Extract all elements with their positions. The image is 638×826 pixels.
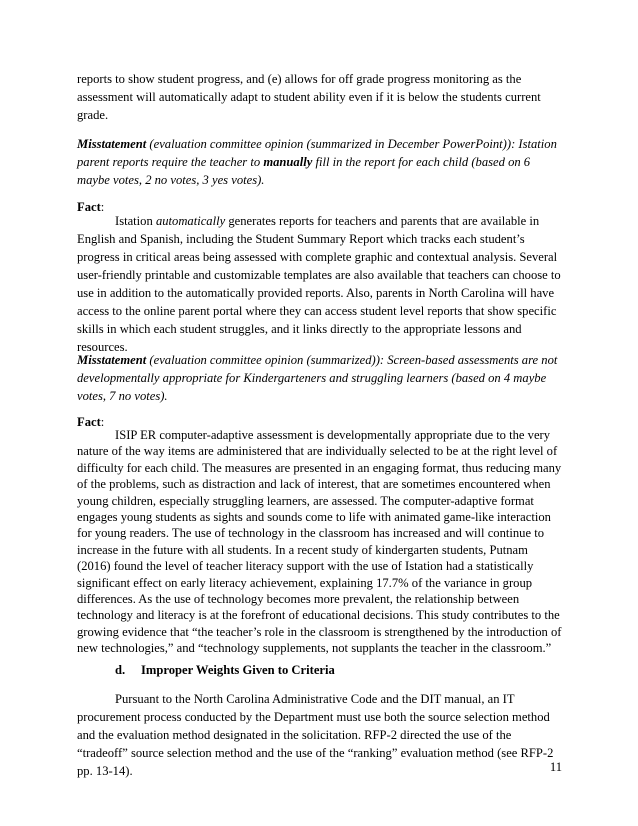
misstatement-2-label: Misstatement [77,353,147,367]
misstatement-2-paragraph [77,351,563,405]
fact-1-paragraph [77,212,563,356]
misstatement-1-label: Misstatement [77,137,147,151]
section-d-heading [115,663,335,678]
page-number: 11 [549,760,562,774]
fact-1-text-b: generates reports for teachers and parents that are available in English and Spanish, including the Student Summary Report which tracks each student’s progress in critical areas being assessed with complete graphic and contextual analysis. Several user-friendly printable and customizable templates are also available that teachers can choose to use in addition to the automatically provided reports. Also, parents in North Carolina will have access to the online parent portal where they can access student level reports that show specific skills in which each student struggles, and it links directly to the appropriate lessons and resources. [77,214,561,354]
misstatement-1-emphasis: manually [263,155,313,169]
fact-1-label: Fact [77,200,101,214]
fact-2-colon: : [100,415,105,429]
misstatement-1-text-a: (evaluation committee opinion (summarized in December PowerPoint)): Istation parent reports require the teacher to [77,137,557,169]
fact-2-label: Fact [77,415,101,429]
intro-paragraph [77,70,563,124]
intro-line: reports to show student progress, and (e) allows for off grade progress monitoring as the [77,72,522,86]
misstatement-1-paragraph [77,135,563,189]
section-d-number: d. [115,663,126,677]
fact-2-paragraph: ISIP ER computer-adaptive assessment is developmentally appropriate due to the very nature of the way items are administered that are individually selected to be at the right level of difficulty for each child. The measures are presented in an engaging format, thus reducing many of the problems, such as distraction and lack of interest, that are sometimes encountered when young children, especially struggling learners, are assessed. The computer-adaptive format engages young students as sights and sounds come to life with animated game-like interaction for young readers. The use of technology in the classroom has increased and will continue to increase in the future with all students. In a recent study of kindergarten students, Putnam (2016) found the level of teacher literacy support with the use of Istation had a statistically significant effect on early literacy achievement, explaining 17.7% of the variance in group differences. As the use of technology becomes more prevalent, the relationship between technology and literacy is at the forefront of educational decisions. This study contributes to the growing evidence that “the teacher’s role in the classroom is strengthened by the introduction of new technologies,” and “technology supplements, not supplants the teacher in the classroom.” [77,428,562,656]
fact-1-text-a: Istation [115,214,156,228]
fact-1-colon: : [100,200,105,214]
fact-1-emphasis: automatically [155,214,226,228]
intro-line: assessment will automatically adapt to student ability even if it is below the students current [77,90,541,104]
misstatement-1-text-b: fill in the report for each child (based on 6 maybe votes, 2 no votes, 3 yes votes). [77,155,531,187]
closing-paragraph: Pursuant to the North Carolina Administrative Code and the DIT manual, an IT procurement process conducted by the Department must use both the source selection method and the evaluation method designated in the solicitation. RFP-2 directed the use of the “tradeoff” source selection method and the use of the “ranking” evaluation method (see RFP-2 pp. 13-14). [77,692,554,778]
misstatement-2-text: (evaluation committee opinion (summarized)): Screen-based assessments are not developmentally appropriate for Kindergarteners and struggling learners (based on 4 maybe votes, 7 no votes). [77,353,558,403]
intro-line: grade. [77,108,109,122]
section-d-title: Improper Weights Given to Criteria [141,663,335,677]
